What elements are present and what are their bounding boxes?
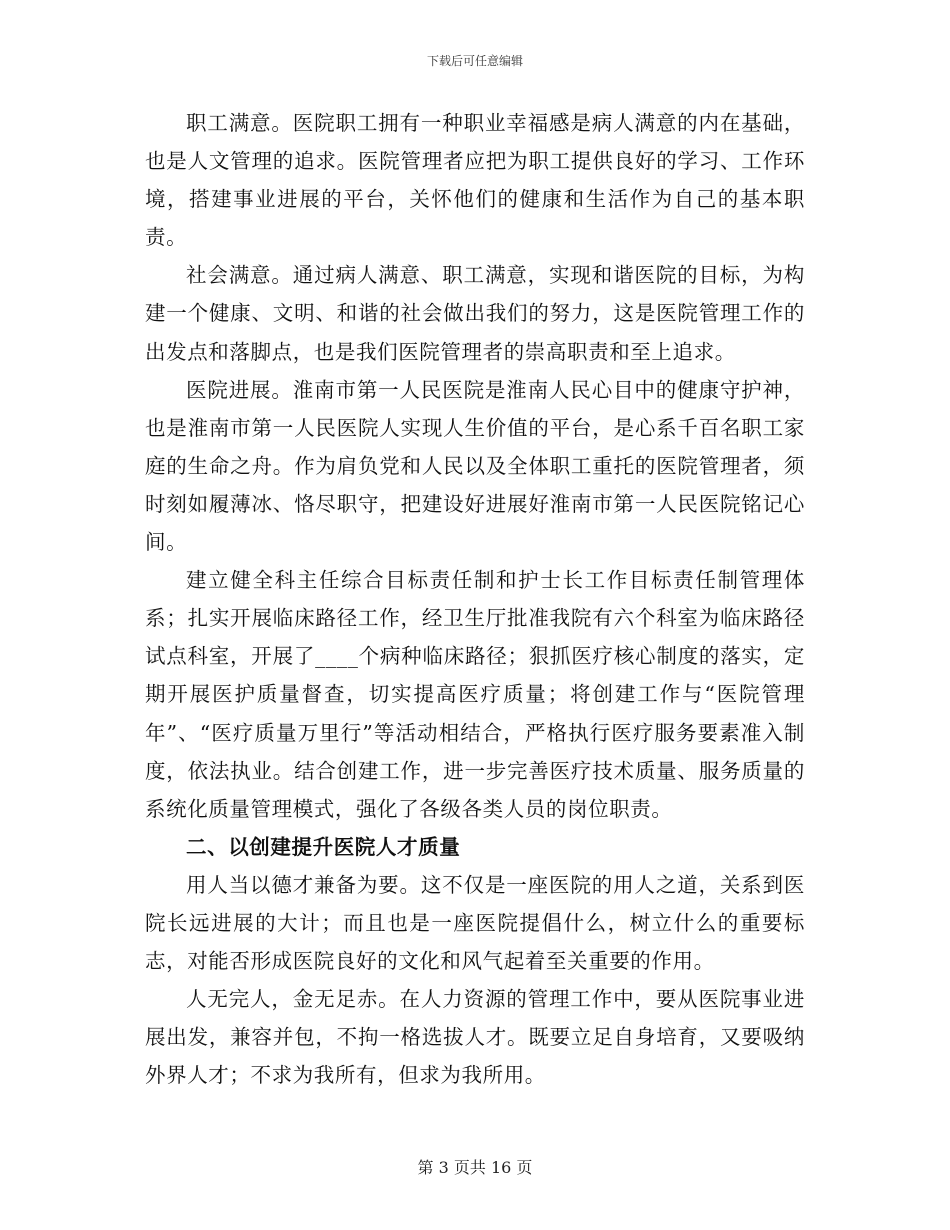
page-footer: 第 3 页共 16 页	[417, 1158, 533, 1177]
section-heading-talent: 二、以创建提升医院人才质量	[186, 834, 461, 859]
paragraph-virtue-talent: 用人当以德才兼备为要。这不仅是一座医院的用人之道，关系到医院长远进展的大计；而且也是一座医院提倡什么，树立什么的重要标志，对能否形成医院良好的文化和风气起着至关重要的作用。	[145, 872, 805, 974]
paragraph-hospital-development: 医院进展。淮南市第一人民医院是淮南人民心目中的健康守护神，也是淮南市第一人民医院人实现人生价值的平台，是心系千百名职工家庭的生命之舟。作为肩负党和人民以及全体职工重托的医院管理者，须时刻如履薄冰、恪尽职守，把建设好进展好淮南市第一人民医院铭记心间。	[145, 377, 805, 555]
paragraph-staff-satisfaction: 职工满意。医院职工拥有一种职业幸福感是病人满意的内在基础，也是人文管理的追求。医院管理者应把为职工提供良好的学习、工作环境，搭建事业进展的平台，关怀他们的健康和生活作为自己的基本职责。	[145, 111, 805, 250]
paragraph-responsibility-system: 建立健全科主任综合目标责任制和护士长工作目标责任制管理体系；扎实开展临床路径工作，经卫生厅批准我院有六个科室为临床路径试点科室，开展了____个病种临床路径；狠抓医疗核心制度的落实，定期开展医护质量督查，切实提高医疗质量；将创建工作与“医院管理年”、“医疗质量万里行”等活动相结合，严格执行医疗服务要素准入制度，依法执业。结合创建工作，进一步完善医疗技术质量、服务质量的系统化质量管理模式，强化了各级各类人员的岗位职责。	[145, 568, 805, 821]
document-body	[145, 104, 805, 1094]
page-header: 下载后可任意编辑	[426, 54, 523, 68]
paragraph-social-satisfaction: 社会满意。通过病人满意、职工满意，实现和谐医院的目标，为构建一个健康、文明、和谐的社会做出我们的努力，这是医院管理工作的出发点和落脚点，也是我们医院管理者的崇高职责和至上追求。	[145, 263, 805, 364]
paragraph-talent-selection: 人无完人，金无足赤。在人力资源的管理工作中，要从医院事业进展出发，兼容并包，不拘一格选拔人才。既要立足自身培育，又要吸纳外界人才；不求为我所有，但求为我所用。	[145, 987, 805, 1088]
